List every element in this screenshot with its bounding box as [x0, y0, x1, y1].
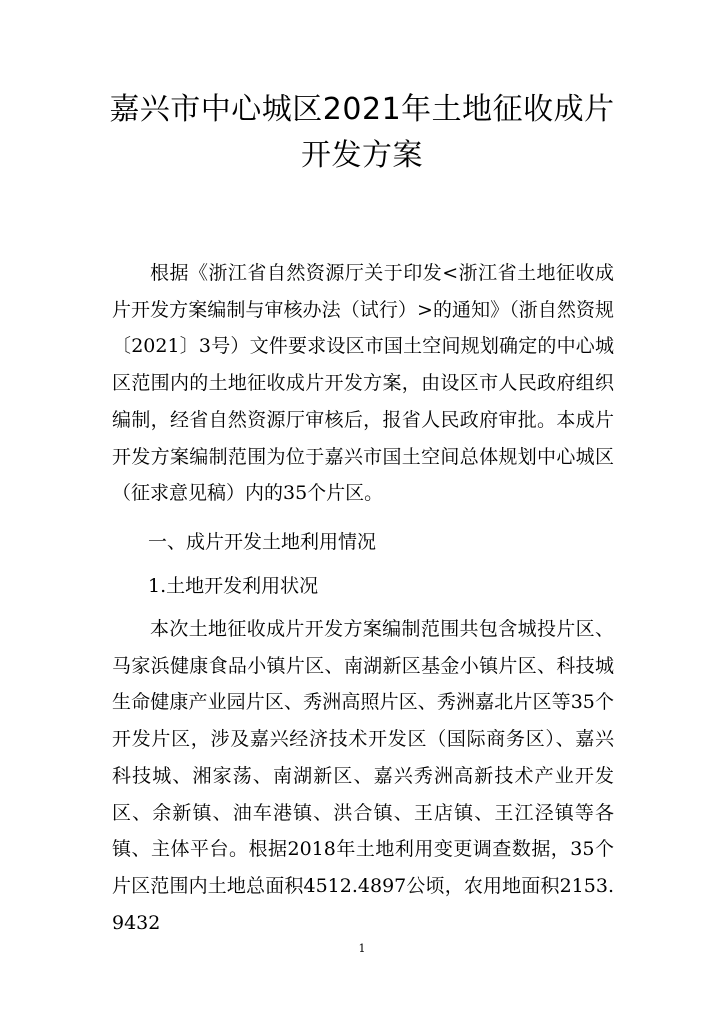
- page-number: 1: [358, 942, 366, 955]
- body-paragraph-2: 本次土地征收成片开发方案编制范围共包含城投片区、马家浜健康食品小镇片区、南湖新区基金小镇片区、科技城生命健康产业园片区、秀洲高照片区、秀洲嘉北片区等35个开发片区，涉及嘉兴经济技术开发区（国际商务区）、嘉兴科技城、湘家荡、南湖新区、嘉兴秀洲高新技术产业开发区、余新镇、油车港镇、洪合镇、王店镇、王江泾镇等各镇、主体平台。根据2018年土地利用变更调查数据，35个片区范围内土地总面积4512.4897公顷，农用地面积2153.9432: [112, 618, 614, 934]
- document-title-line-2: 开发方案: [301, 138, 423, 173]
- document-title-line-1: 嘉兴市中心城区2021年土地征收成片: [109, 92, 615, 127]
- section-heading-1: 一、成片开发土地利用情况: [148, 531, 377, 553]
- body-paragraph-1-container: [112, 255, 614, 512]
- body-paragraph-1: 根据《浙江省自然资源厅关于印发<浙江省土地征收成片开发方案编制与审核办法（试行）>的通知》（浙自然资规〔2021〕3号）文件要求设区市国土空间规划确定的中心城区范围内的土地征收成片开发方案，由设区市人民政府组织编制，经省自然资源厅审核后，报省人民政府审批。本成片开发方案编制范围为位于嘉兴市国土空间总体规划中心城区（征求意见稿）内的35个片区。: [112, 262, 614, 505]
- subsection-heading-1: 1.土地开发利用状况: [148, 575, 319, 597]
- body-paragraph-2-container: [112, 611, 614, 941]
